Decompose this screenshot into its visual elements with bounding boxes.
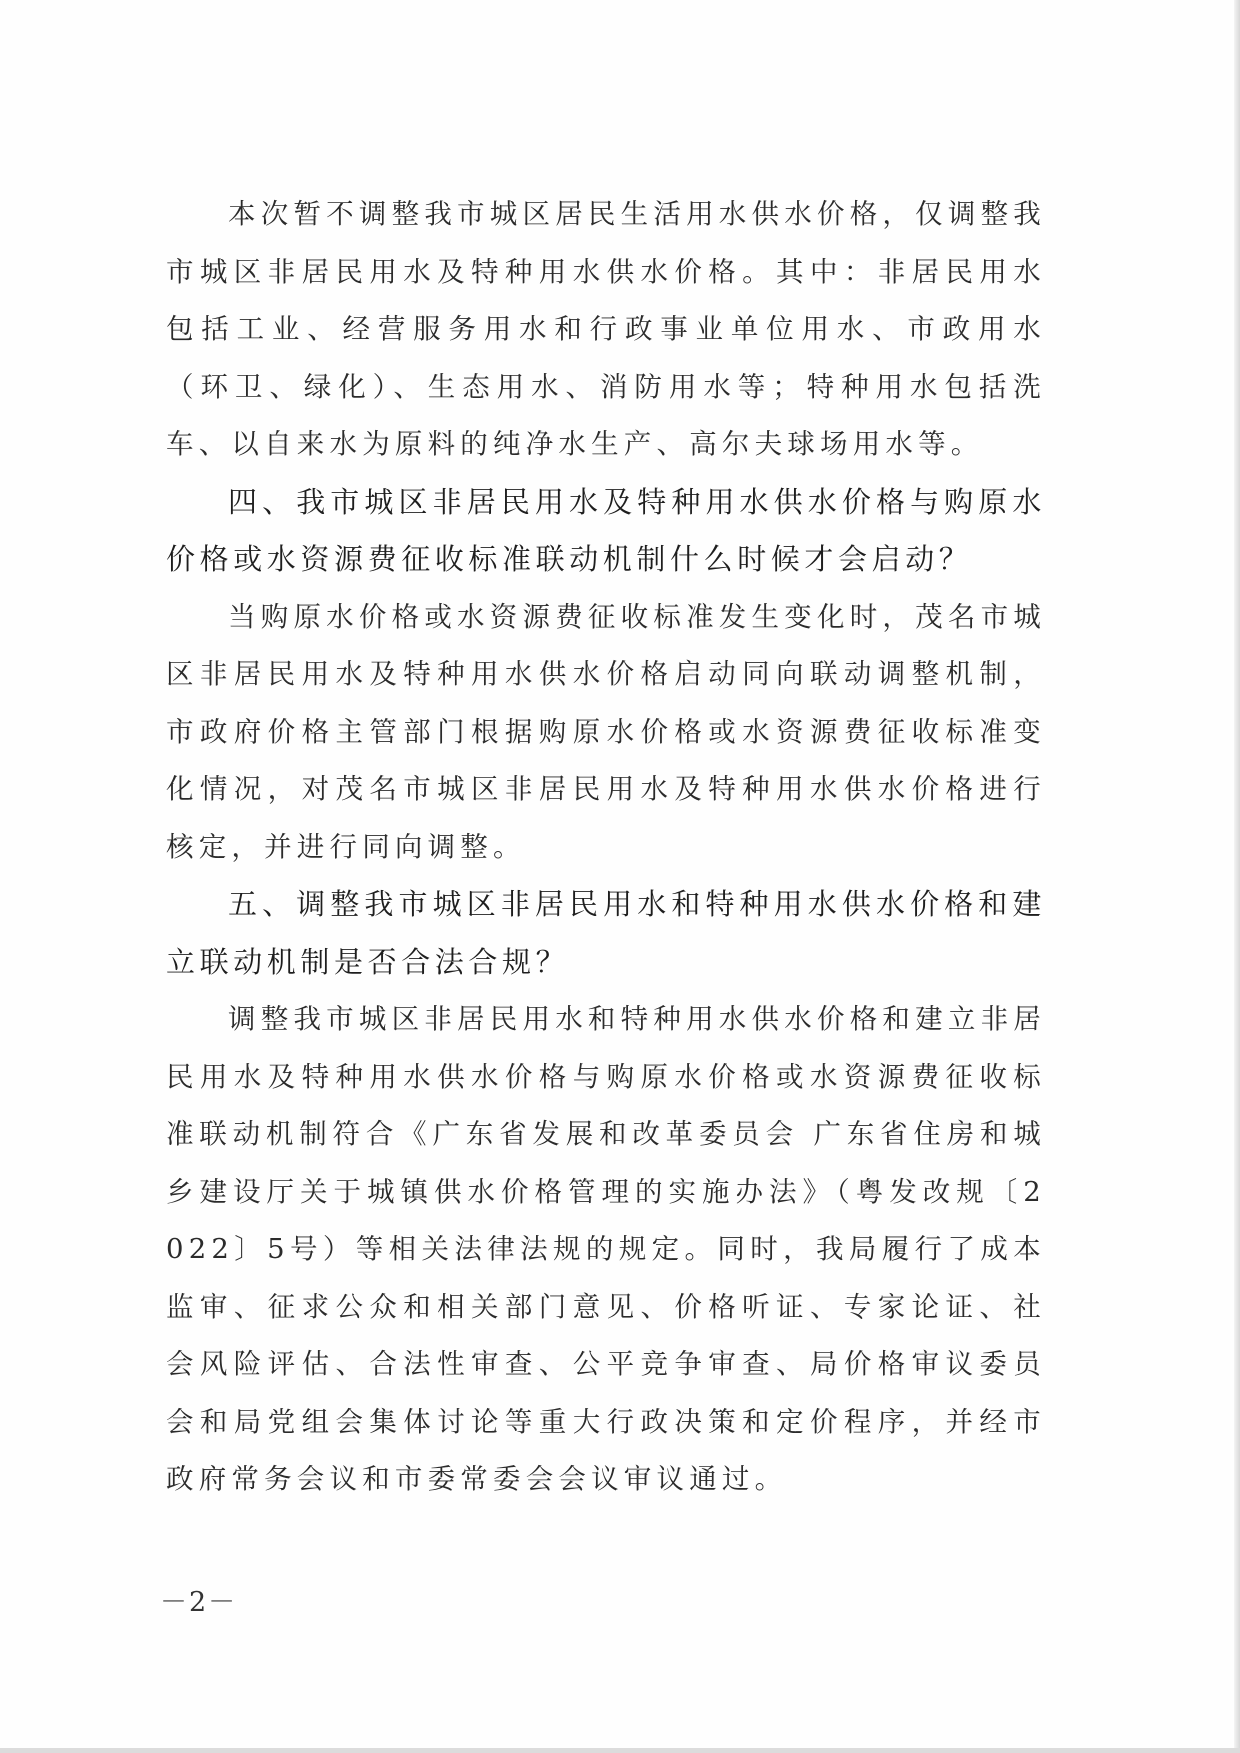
document-body [166, 186, 1046, 1509]
heading-section-4: 四、我市城区非居民用水及特种用水供水价格与购原水价格或水资源费征收标准联动机制什么时候才会启动？ [166, 484, 1046, 576]
page-number: －2－ [160, 1587, 238, 1618]
heading-section-5: 五、调整我市城区非居民用水和特种用水供水价格和建立联动机制是否合法合规？ [166, 887, 1046, 979]
paragraph-legal-compliance: 调整我市城区非居民用水和特种用水供水价格和建立非居民用水及特种用水供水价格与购原水价格或水资源费征收标准联动机制符合《广东省发展和改革委员会 广东省住房和城乡建设厅关于城镇供水价格管理的实施办法》（粤发改规〔2022〕5号）等相关法律法规的规定。同时，我局履行了成本监审、征求公众和相关部门意见、价格听证、专家论证、社会风险评估、合法性审查、公平竞争审查、局价格审议委员会和局党组会集体讨论等重大行政决策和定价程序，并经市政府常务会议和市委常委会会议审议通过。 [166, 1003, 1046, 1495]
paragraph-scope: 本次暂不调整我市城区居民生活用水供水价格，仅调整我市城区非居民用水及特种用水供水价格。其中：非居民用水包括工业、经营服务用水和行政事业单位用水、市政用水（环卫、绿化）、生态用水、消防用水等；特种用水包括洗车、以自来水为原料的纯净水生产、高尔夫球场用水等。 [166, 198, 1046, 460]
paragraph-linkage-trigger: 当购原水价格或水资源费征收标准发生变化时，茂名市城区非居民用水及特种用水供水价格启动同向联动调整机制，市政府价格主管部门根据购原水价格或水资源费征收标准变化情况，对茂名市城区非居民用水及特种用水供水价格进行核定，并进行同向调整。 [166, 600, 1046, 863]
scan-edge [1234, 0, 1240, 1753]
scan-edge [0, 1748, 1240, 1753]
